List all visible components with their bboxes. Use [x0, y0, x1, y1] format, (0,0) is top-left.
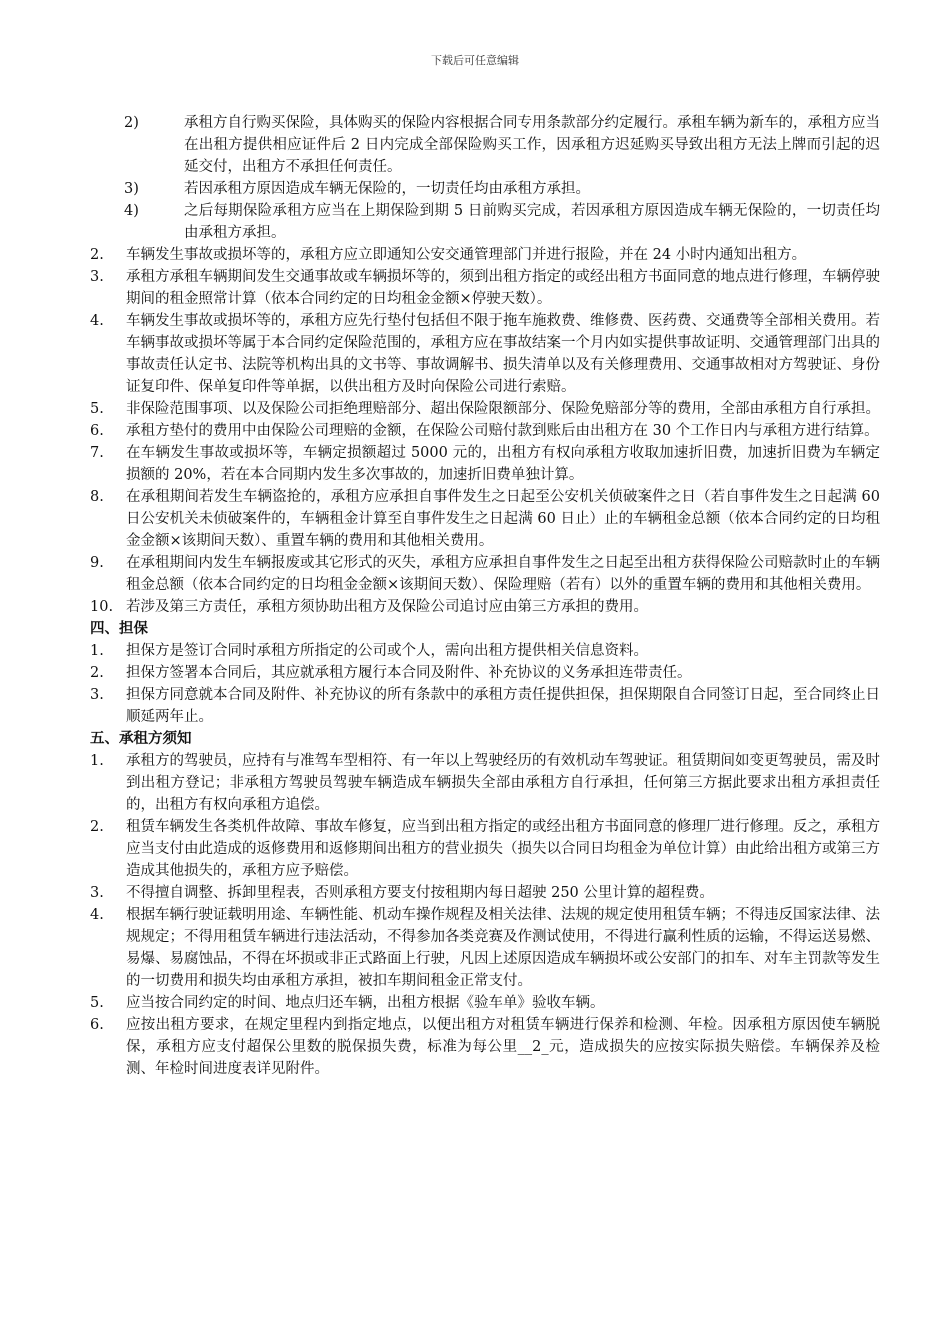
item-text: 担保方同意就本合同及附件、补充协议的所有条款中的承租方责任提供担保，担保期限自合同签订日起，至合同终止日顺延两年止。: [126, 687, 880, 725]
item-number: 7.: [90, 445, 104, 461]
list-item: [90, 662, 880, 684]
list-item: [90, 178, 880, 200]
item-text: 租赁车辆发生各类机件故障、事故车修复，应当到出租方指定的或经出租方书面同意的修理厂进行修理。反之，承租方应当支付由此造成的返修费用和返修期间出租方的营业损失（损失以合同日均租金为单位计算）由此给出租方或第三方造成其他损失的，承租方应予赔偿。: [126, 819, 880, 879]
item-text: 在承租期间若发生车辆盗抢的，承租方应承担自事件发生之日起至公安机关侦破案件之日（若自事件发生之日起满 60 日公安机关未侦破案件的，车辆租金计算至自事件发生之日起满 60 日止）止的车辆租金总额（依本合同约定的日均租金金额×该期间天数）、重置车辆的费用和其他相关费用。: [126, 489, 880, 549]
item-text: 车辆发生事故或损坏等的，承租方应先行垫付包括但不限于拖车施救费、维修费、医药费、交通费等全部相关费用。若车辆事故或损坏等属于本合同约定保险范围的，承租方应在事故结案一个月内如实提供事故证明、交通管理部门出具的事故责任认定书、法院等机构出具的文书等、事故调解书、损失清单以及有关修理费用、交通事故相对方驾驶证、身份证复印件、保单复印件等单据，以供出租方及时向保险公司进行索赔。: [126, 313, 880, 395]
item-number: 3.: [90, 269, 104, 285]
item-number: 2.: [90, 665, 104, 681]
item-number: 5.: [90, 401, 104, 417]
list-item: [90, 200, 880, 244]
list-item: [90, 442, 880, 486]
item-number: 1.: [90, 753, 104, 769]
item-text: 担保方签署本合同后，其应就承租方履行本合同及附件、补充协议的义务承担连带责任。: [126, 665, 692, 681]
list-item: [90, 420, 880, 442]
list-item: [90, 266, 880, 310]
item-number: 2.: [90, 819, 104, 835]
item-text: 应按出租方要求，在规定里程内到指定地点，以便出租方对租赁车辆进行保养和检测、年检。因承租方原因使车辆脱保，承租方应支付超保公里数的脱保损失费，标准为每公里__2_元，造成损失的应按实际损失赔偿。车辆保养及检测、年检时间进度表详见附件。: [126, 1017, 880, 1077]
item-text: 非保险范围事项、以及保险公司拒绝理赔部分、超出保险限额部分、保险免赔部分等的费用，全部由承租方自行承担。: [126, 401, 880, 417]
item-number: 2): [124, 115, 139, 131]
item-number: 3): [124, 181, 139, 197]
item-text: 若涉及第三方责任，承租方须协助出租方及保险公司追讨应由第三方承担的费用。: [126, 599, 648, 615]
item-number: 6.: [90, 1017, 104, 1033]
item-text: 担保方是签订合同时承租方所指定的公司或个人，需向出租方提供相关信息资料。: [126, 643, 648, 659]
list-item: [90, 992, 880, 1014]
item-text: 承租方自行购买保险，具体购买的保险内容根据合同专用条款部分约定履行。承租车辆为新车的，承租方应当在出租方提供相应证件后 2 日内完成全部保险购买工作，因承租方迟延购买导致出租方无法上牌而引起的迟延交付，出租方不承担任何责任。: [184, 115, 880, 175]
list-item: [90, 882, 880, 904]
list-item: [90, 486, 880, 552]
list-item: [90, 750, 880, 816]
item-text: 在承租期间内发生车辆报废或其它形式的灭失，承租方应承担自事件发生之日起至出租方获得保险公司赔款时止的车辆租金总额（依本合同约定的日均租金金额×该期间天数）、保险理赔（若有）以外的重置车辆的费用和其他相关费用。: [126, 555, 880, 593]
list-item: [90, 398, 880, 420]
item-text: 若因承租方原因造成车辆无保险的，一切责任均由承租方承担。: [184, 181, 590, 197]
item-number: 9.: [90, 555, 104, 571]
item-number: 8.: [90, 489, 104, 505]
item-text: 根据车辆行驶证载明用途、车辆性能、机动车操作规程及相关法律、法规的规定使用租赁车辆；不得违反国家法律、法规规定；不得用租赁车辆进行违法活动，不得参加各类竞赛及作测试使用，不得进行赢利性质的运输，不得运送易燃、易爆、易腐蚀品，不得在坏损或非正式路面上行驶，凡因上述原因造成车辆损坏或公安部门的扣车、对车主罚款等发生的一切费用和损失均由承租方承担，被扣车期间租金正常支付。: [126, 907, 880, 989]
list-item: [90, 244, 880, 266]
list-item: [90, 112, 880, 178]
item-text: 承租方的驾驶员，应持有与准驾车型相符、有一年以上驾驶经历的有效机动车驾驶证。租赁期间如变更驾驶员，需及时到出租方登记；非承租方驾驶员驾驶车辆造成车辆损失全部由承租方自行承担，任何第三方据此要求出租方承担责任的，出租方有权向承租方追偿。: [126, 753, 880, 813]
item-number: 4): [124, 203, 139, 219]
item-number: 1.: [90, 643, 104, 659]
item-number: 4.: [90, 313, 104, 329]
list-item: [90, 596, 880, 618]
item-number: 2.: [90, 247, 104, 263]
item-number: 6.: [90, 423, 104, 439]
list-item: [90, 684, 880, 728]
item-number: 5.: [90, 995, 104, 1011]
list-item: [90, 1014, 880, 1080]
list-item: [90, 552, 880, 596]
item-text: 不得擅自调整、拆卸里程表，否则承租方要支付按租期内每日超驶 250 公里计算的超程费。: [126, 885, 714, 901]
item-text: 在车辆发生事故或损坏等，车辆定损额超过 5000 元的，出租方有权向承租方收取加速折旧费，加速折旧费为车辆定损额的 20%，若在本合同期内发生多次事故的，加速折旧费单独计算。: [126, 445, 880, 483]
page-header: 下载后可任意编辑: [431, 54, 519, 67]
document-body: [90, 112, 880, 1080]
item-text: 车辆发生事故或损坏等的，承租方应立即通知公安交通管理部门并进行报险，并在 24 小时内通知出租方。: [126, 247, 807, 263]
item-text: 应当按合同约定的时间、地点归还车辆，出租方根据《验车单》验收车辆。: [126, 995, 605, 1011]
section-heading: 四、担保: [90, 620, 148, 637]
item-number: 3.: [90, 687, 104, 703]
item-text: 承租方垫付的费用中由保险公司理赔的金额，在保险公司赔付款到账后由出租方在 30 个工作日内与承租方进行结算。: [126, 423, 879, 439]
item-text: 之后每期保险承租方应当在上期保险到期 5 日前购买完成，若因承租方原因造成车辆无保险的，一切责任均由承租方承担。: [184, 203, 880, 241]
section-heading: 五、承租方须知: [90, 730, 192, 747]
item-number: 3.: [90, 885, 104, 901]
item-number: 10.: [90, 599, 114, 615]
list-item: [90, 640, 880, 662]
item-number: 4.: [90, 907, 104, 923]
list-item: [90, 310, 880, 398]
item-text: 承租方承租车辆期间发生交通事故或车辆损坏等的，须到出租方指定的或经出租方书面同意的地点进行修理，车辆停驶期间的租金照常计算（依本合同约定的日均租金金额×停驶天数）。: [126, 269, 880, 307]
list-item: [90, 816, 880, 882]
list-item: [90, 904, 880, 992]
